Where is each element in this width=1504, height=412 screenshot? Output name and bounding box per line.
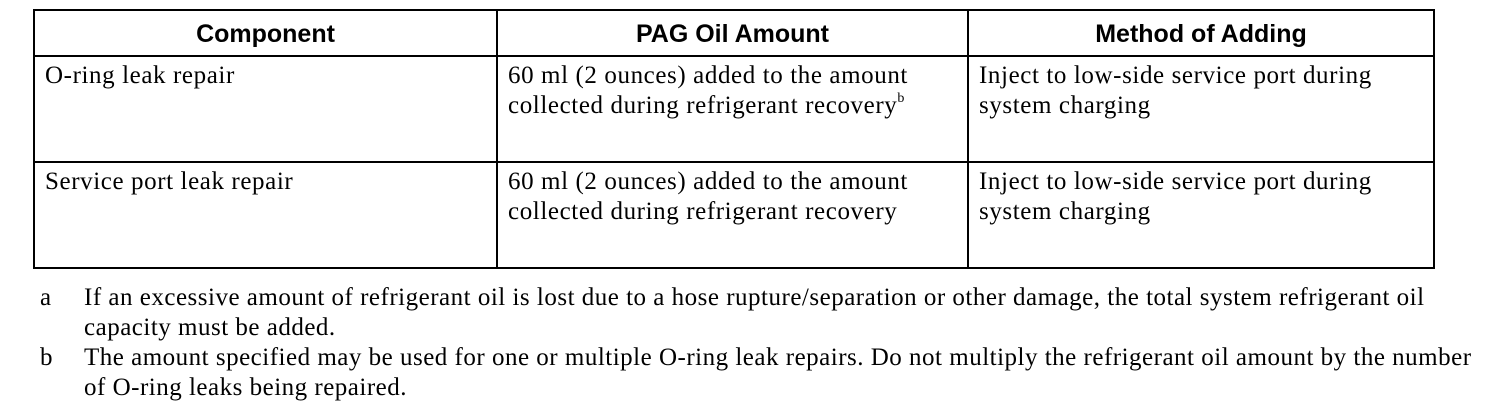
table-row — [34, 162, 1434, 268]
pag-oil-table — [33, 9, 1435, 269]
footnote-mark: a — [40, 284, 52, 311]
cell-component — [34, 162, 497, 268]
column-header-method-of-adding: Method of Adding — [968, 10, 1434, 56]
column-header-component: Component — [34, 10, 497, 56]
cell-component — [34, 56, 497, 162]
footnote-mark: b — [40, 344, 53, 371]
cell-amount-text: 60 ml (2 ounces) added to the amount collected during refrigerant recovery — [508, 62, 908, 119]
cell-amount — [497, 56, 968, 162]
column-header-pag-oil-amount: PAG Oil Amount — [497, 10, 968, 56]
footnote-a — [40, 283, 1480, 343]
cell-method-text: Inject to low-side service port during system charging — [979, 168, 1372, 225]
footnote-text: The amount specified may be used for one or multiple O-ring leak repairs. Do not multiply the refrigerant oil amount by the number of O-ring leaks being repaired. — [84, 344, 1472, 401]
footnote-text: If an excessive amount of refrigerant oil is lost due to a hose rupture/separation or other damage, the total system refrigerant oil capacity must be added. — [84, 284, 1425, 341]
footnote-ref-b: b — [897, 90, 905, 106]
footnotes — [40, 283, 1480, 403]
footnote-b — [40, 343, 1480, 403]
cell-method-text: Inject to low-side service port during system charging — [979, 62, 1372, 119]
cell-component-text: Service port leak repair — [45, 168, 294, 195]
cell-amount — [497, 162, 968, 268]
cell-amount-text: 60 ml (2 ounces) added to the amount collected during refrigerant recovery — [508, 168, 908, 225]
table-row — [34, 56, 1434, 162]
cell-method — [968, 56, 1434, 162]
cell-method — [968, 162, 1434, 268]
table-header-row — [34, 10, 1434, 56]
cell-component-text: O-ring leak repair — [45, 62, 235, 89]
